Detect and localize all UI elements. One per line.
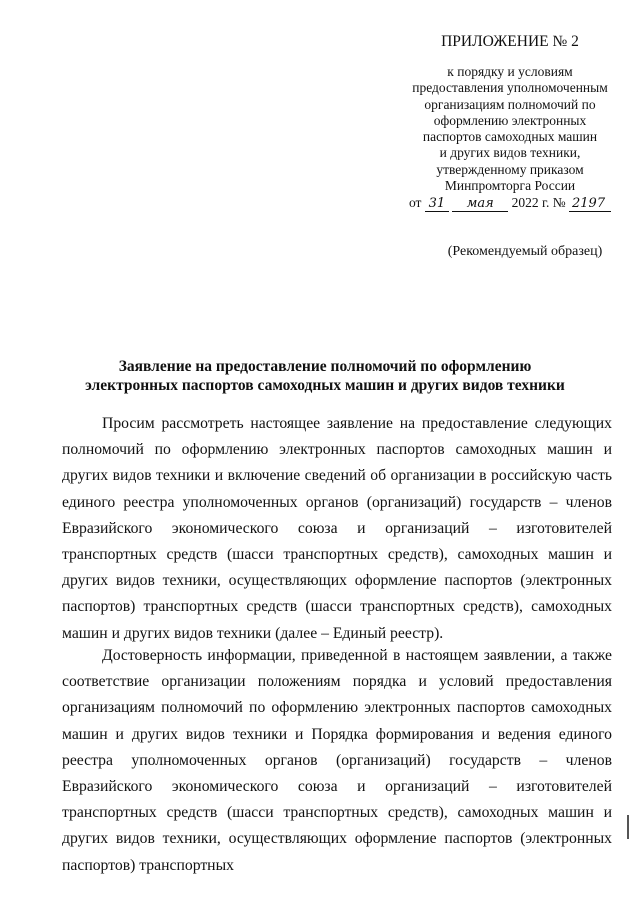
recommended-sample-note: (Рекомендуемый образец)	[447, 244, 603, 259]
handwritten-day: 31	[425, 197, 449, 212]
appendix-line: организациям полномочий по	[424, 96, 596, 112]
body-paragraph-1	[62, 411, 612, 647]
margin-mark	[627, 815, 629, 839]
paragraph-text: Достоверность информации, приведенной в настоящем заявлении, а также соответствие организации положениям порядка и условий предоставления организациям полномочий по оформлению электронных паспортов самоходных машин и других видов техники и Порядка формирования и ведения единого реестра уполномоченных органов (организаций) государств – членов Евразийского экономического союза и организаций – изготовителей транспортных средств (шасси транспортных средств), самоходных машин и других видов техники, осуществляющих оформление паспортов (электронных паспортов) транспортных	[62, 647, 612, 874]
appendix-title: ПРИЛОЖЕНИЕ № 2	[441, 33, 579, 50]
appendix-block	[395, 32, 625, 212]
appendix-line: паспортов самоходных машин	[422, 129, 598, 145]
appendix-line: оформлению электронных	[433, 112, 587, 128]
heading-line: Заявление на предоставление полномочий по оформлению	[118, 358, 532, 375]
paragraph-text: Просим рассмотреть настоящее заявление на предоставление следующих полномочий по оформлению электронных паспортов самоходных машин и других видов техники и включение сведений об организации в российскую часть единого реестра уполномоченных органов (организаций) государств – членов Евразийского экономического союза и организаций – изготовителей транспортных средств (шасси транспортных средств), самоходных машин и других видов техники, осуществляющих оформление паспортов (электронных паспортов) транспортных средств (шасси транспортных средств), самоходных машин и других видов техники (далее – Единый реестр).	[62, 415, 612, 642]
appendix-line: предоставления уполномоченным	[412, 80, 608, 96]
handwritten-month: мая	[452, 197, 508, 212]
date-prefix: от	[408, 195, 422, 211]
year-and-number-label: 2022 г. №	[511, 195, 566, 211]
appendix-line: к порядку и условиям	[447, 64, 573, 79]
document-heading	[70, 358, 580, 395]
body-paragraph-2	[62, 643, 612, 879]
appendix-line: утвержденному приказом	[436, 161, 584, 177]
handwritten-order-number: 2197	[569, 197, 611, 212]
order-date-line	[395, 194, 625, 212]
appendix-line: и других видов техники,	[439, 145, 581, 161]
heading-line: электронных паспортов самоходных машин и других видов техники	[85, 376, 565, 394]
appendix-line: Минпромторга России	[444, 178, 576, 194]
